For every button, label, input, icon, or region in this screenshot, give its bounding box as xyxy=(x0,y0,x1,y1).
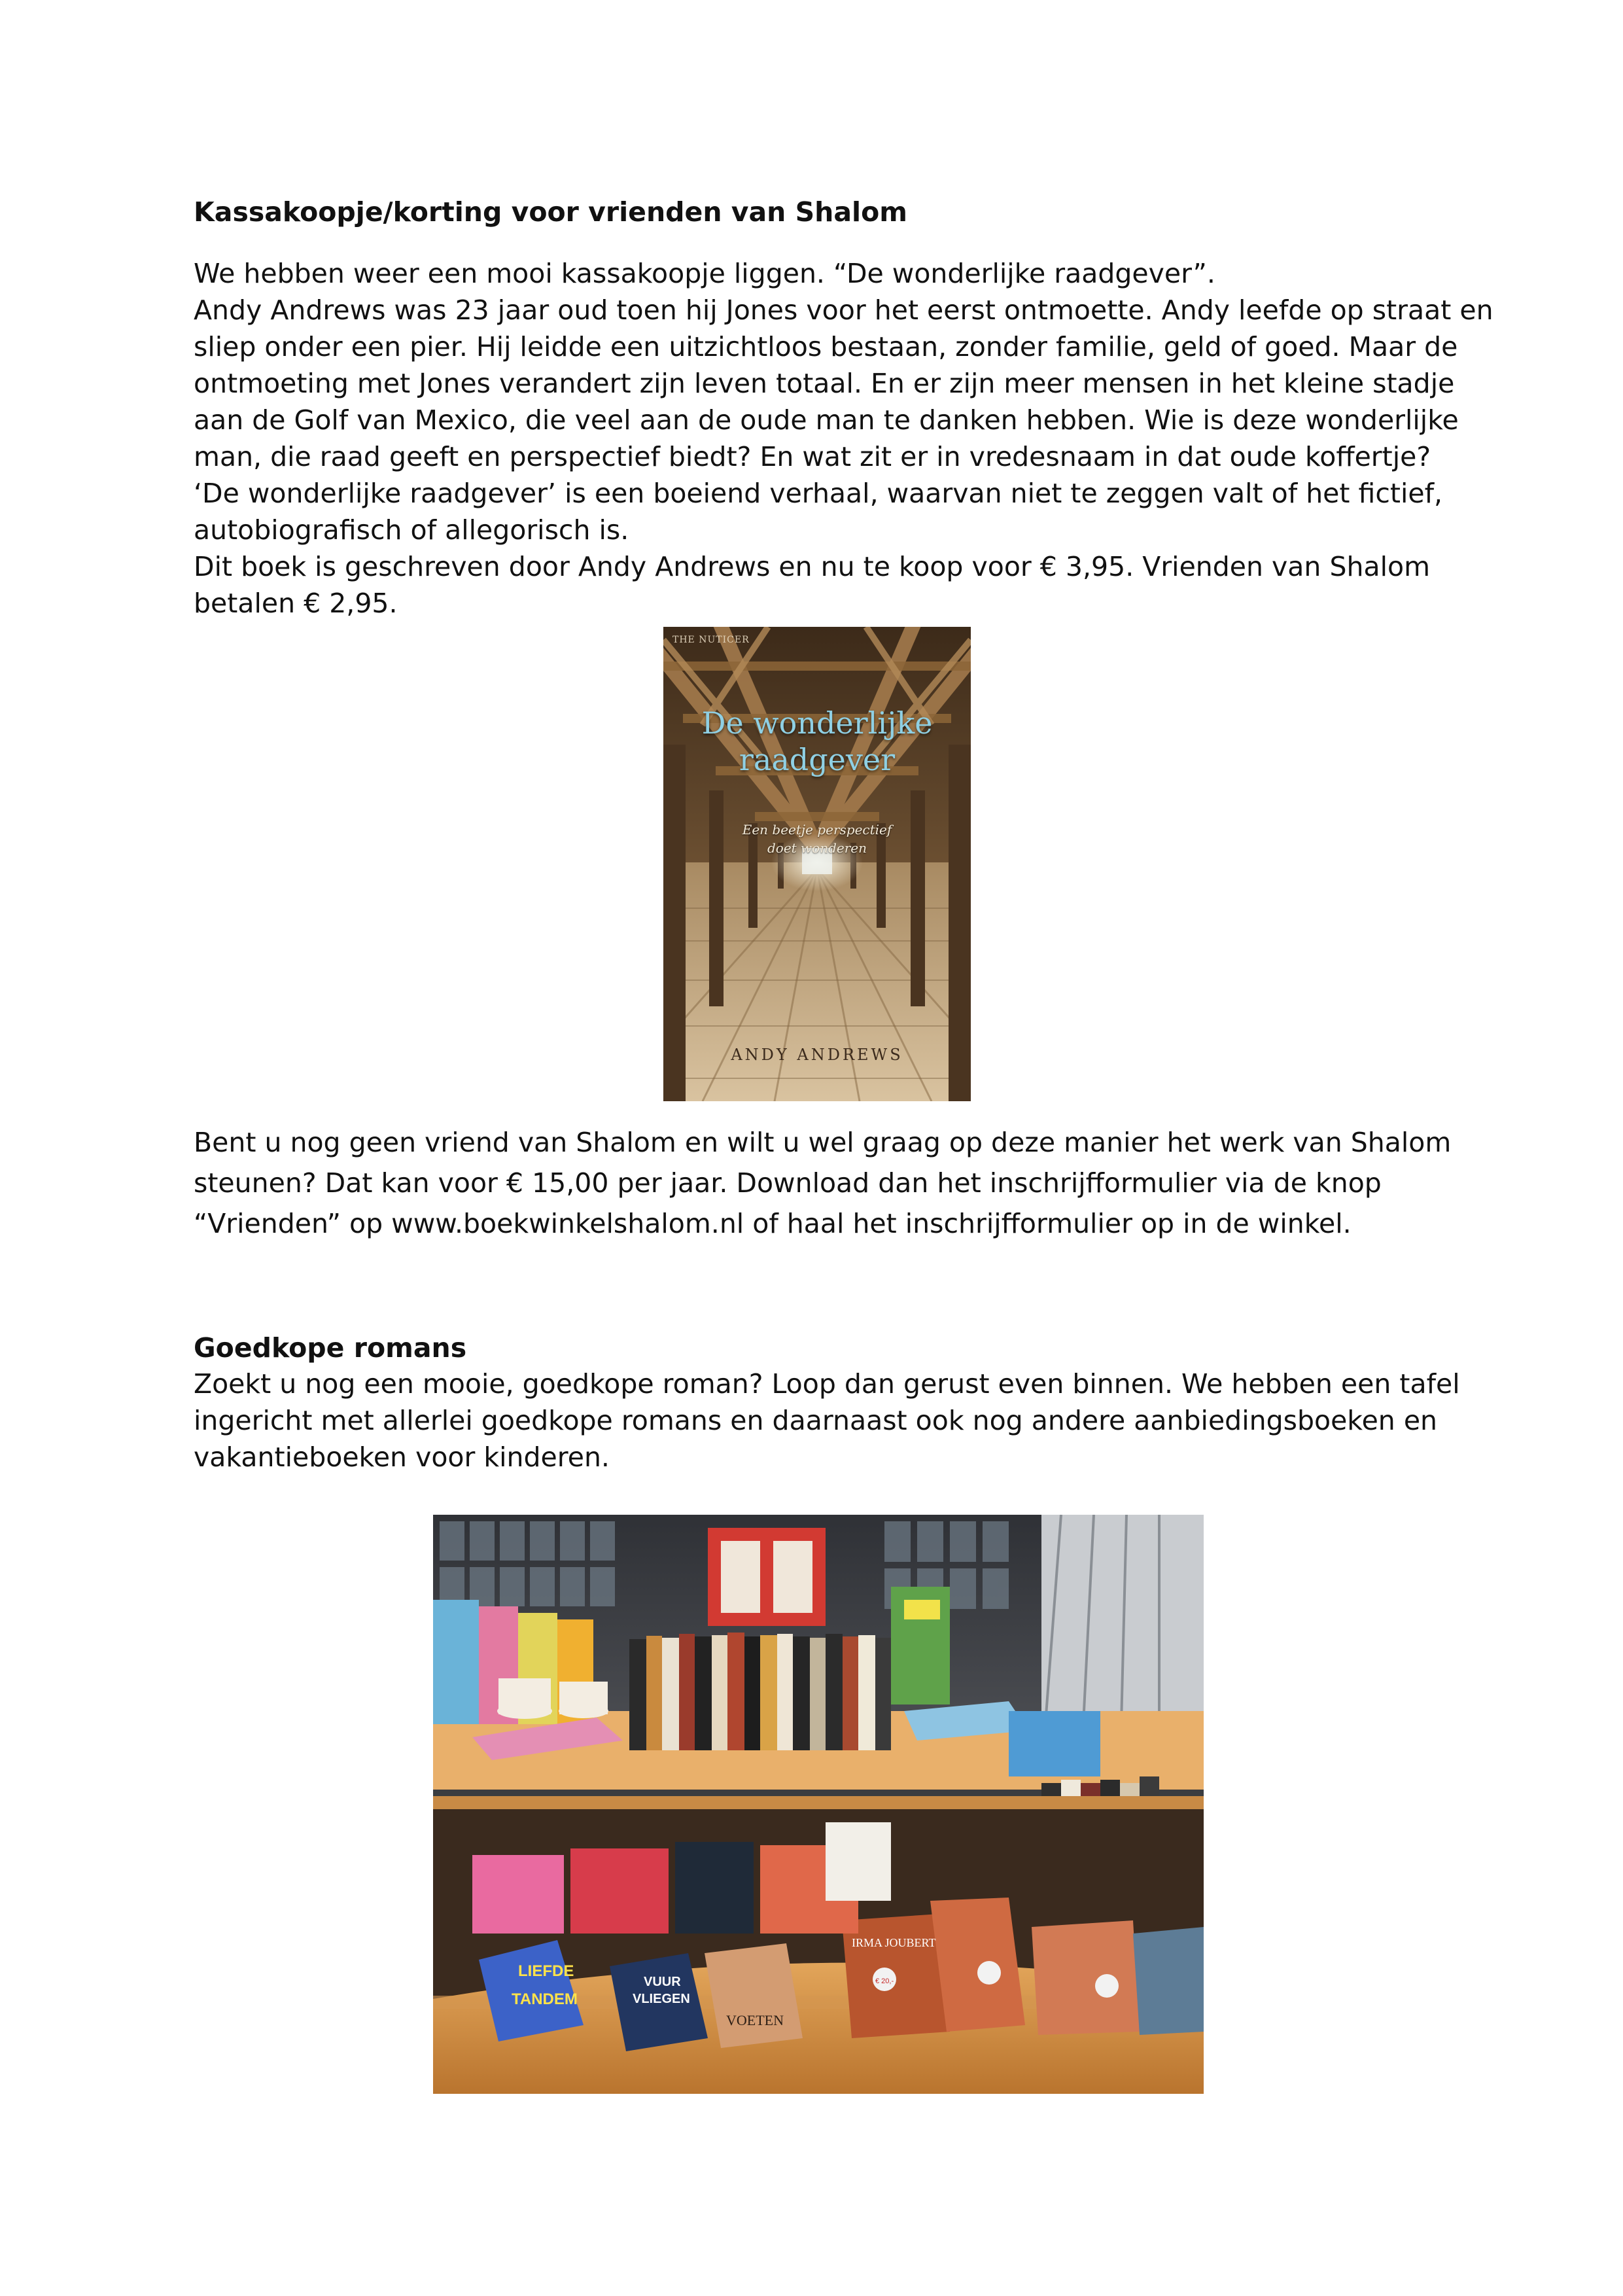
cover-subtitle-line1: Een beetje perspectief xyxy=(742,822,892,838)
paragraph-line: autobiografisch of allegorisch is. xyxy=(194,514,629,546)
paragraph-line: Dit boek is geschreven door Andy Andrews en nu te koop voor € 3,95. Vrienden van Shalom xyxy=(194,551,1431,582)
paragraph-line: vakantieboeken voor kinderen. xyxy=(194,1441,610,1473)
cover-title-line1: De wonderlijke xyxy=(701,705,933,741)
photo-label-voeten: VOETEN xyxy=(726,2012,784,2028)
paragraph-line: We hebben weer een mooi kassakoopje liggen. “De wonderlijke raadgever”. xyxy=(194,258,1215,289)
paragraph-line: steunen? Dat kan voor € 15,00 per jaar. Download dan het inschrijfformulier via de knop xyxy=(194,1167,1382,1199)
cover-title-line2: raadgever xyxy=(739,742,896,777)
paragraph-line: man, die raad geeft en perspectief biedt? En wat zit er in vredesnaam in dat oude koffertje? xyxy=(194,441,1431,472)
paragraph-line: betalen € 2,95. xyxy=(194,588,398,619)
cover-author: ANDY ANDREWS xyxy=(731,1046,903,1064)
section-heading-kassakoopje: Kassakoopje/korting voor vrienden van Shalom xyxy=(194,196,907,228)
paragraph-line: Zoekt u nog een mooie, goedkope roman? Loop dan gerust even binnen. We hebben een tafel xyxy=(194,1368,1460,1400)
bookshop-table-photo xyxy=(433,1515,1204,2094)
photo-label-vliegen: VLIEGEN xyxy=(633,1992,690,2006)
paragraph-line: Bent u nog geen vriend van Shalom en wilt u wel graag op deze manier het werk van Shalom xyxy=(194,1127,1452,1158)
paragraph-line: “Vrienden” op www.boekwinkelshalom.nl of haal het inschrijfformulier op in de winkel. xyxy=(194,1208,1352,1239)
paragraph-line: Andy Andrews was 23 jaar oud toen hij Jones voor het eerst ontmoette. Andy leefde op straat en xyxy=(194,294,1493,326)
photo-label-price: € 20,- xyxy=(875,1977,894,1985)
romans-paragraph xyxy=(194,1366,1460,1475)
paragraph-line: ingericht met allerlei goedkope romans en daarnaast ook nog andere aanbiedingsboeken en xyxy=(194,1405,1438,1436)
photo-label-vuur: VUUR xyxy=(644,1975,681,1989)
photo-label-tandem: TANDEM xyxy=(512,1990,578,2008)
cover-publisher: THE NUTICER xyxy=(672,635,750,645)
photo-label-liefde: LIEFDE xyxy=(518,1962,574,1980)
paragraph-line: aan de Golf van Mexico, die veel aan de oude man te danken hebben. Wie is deze wonderlijke xyxy=(194,404,1459,436)
kassakoopje-paragraph xyxy=(194,255,1493,622)
paragraph-line: ontmoeting met Jones verandert zijn leven totaal. En er zijn meer mensen in het kleine stadje xyxy=(194,368,1455,399)
photo-label-irma-joubert: IRMA JOUBERT xyxy=(852,1936,936,1949)
book-cover-image xyxy=(663,627,971,1101)
paragraph-line: sliep onder een pier. Hij leidde een uitzichtloos bestaan, zonder familie, geld of goed. Maar de xyxy=(194,331,1458,362)
section-heading-goedkope-romans: Goedkope romans xyxy=(194,1332,467,1364)
paragraph-line: ‘De wonderlijke raadgever’ is een boeiend verhaal, waarvan niet te zeggen valt of het fictief, xyxy=(194,478,1443,509)
vrienden-paragraph xyxy=(194,1124,1450,1246)
cover-subtitle-line2: doet wonderen xyxy=(767,840,867,856)
